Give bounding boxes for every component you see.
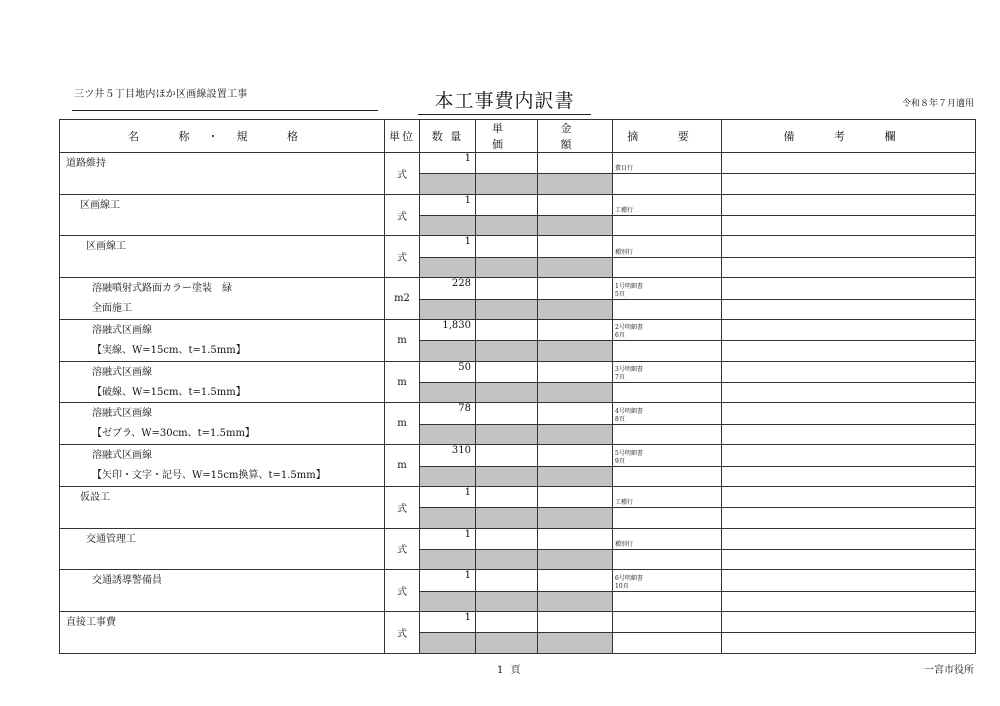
unit-price-sub-cell <box>476 174 538 194</box>
header-row <box>60 120 976 153</box>
remarks-sub-cell <box>722 591 976 611</box>
item-name-cell <box>60 361 385 403</box>
issuing-office: 一宮市役所 <box>924 665 974 676</box>
table-row <box>60 153 976 174</box>
summary-sub-cell <box>613 424 722 444</box>
unit-price-sub-cell <box>476 216 538 236</box>
summary-page: 種別行 <box>615 540 634 548</box>
col-header-qty: 数 量 <box>420 120 476 153</box>
remarks-cell <box>722 445 976 466</box>
summary-sub-cell <box>613 174 722 194</box>
unit-price-cell <box>476 486 538 507</box>
amount-cell <box>538 528 613 549</box>
item-name-cell <box>60 486 385 528</box>
item-name-cell <box>60 612 385 654</box>
item-spec: 【実線、W=15cm、t=1.5mm】 <box>92 344 246 356</box>
item-spec: 【破線、W=15cm、t=1.5mm】 <box>92 386 246 398</box>
item-name: 溶融式区画線 <box>92 408 152 420</box>
item-spec <box>80 215 384 235</box>
quantity-cell: 228 <box>420 278 476 299</box>
summary-cell <box>613 403 722 424</box>
quantity-cell: 1,830 <box>420 319 476 340</box>
summary-sub-cell <box>613 508 722 528</box>
amount-sub-cell <box>538 299 613 319</box>
table-row <box>60 236 976 257</box>
table-row <box>60 403 976 424</box>
amount-sub-cell <box>538 424 613 444</box>
remarks-cell <box>722 319 976 340</box>
project-underline <box>72 110 378 111</box>
quantity-sub-cell <box>420 216 476 236</box>
item-spec: 【ゼブラ、W=30cm、t=1.5mm】 <box>92 428 255 440</box>
quantity-cell: 310 <box>420 445 476 466</box>
quantity-cell: 78 <box>420 403 476 424</box>
unit-price-sub-cell <box>476 424 538 444</box>
amount-sub-cell <box>538 466 613 486</box>
remarks-sub-cell <box>722 424 976 444</box>
summary-page: 工種行 <box>615 207 634 215</box>
amount-sub-cell <box>538 633 613 654</box>
unit-price-sub-cell <box>476 257 538 277</box>
unit-price-cell <box>476 403 538 424</box>
item-name: 区画線工 <box>80 199 120 211</box>
unit-price-cell <box>476 153 538 174</box>
unit-cell: m <box>385 319 420 361</box>
amount-cell <box>538 236 613 257</box>
unit-price-sub-cell <box>476 591 538 611</box>
amount-sub-cell <box>538 216 613 236</box>
summary-ref: 6号明細書 <box>615 574 643 582</box>
summary-page: 8頁 <box>615 415 625 423</box>
item-spec: 全面施工 <box>92 303 132 315</box>
effective-date: 令和８年７月適用 <box>901 99 974 109</box>
summary-cell <box>613 194 722 215</box>
remarks-sub-cell <box>722 633 976 654</box>
quantity-sub-cell <box>420 174 476 194</box>
quantity-sub-cell <box>420 549 476 569</box>
item-name: 溶融式区画線 <box>92 366 152 378</box>
summary-page: 5頁 <box>615 290 625 298</box>
quantity-cell: 50 <box>420 361 476 382</box>
item-name: 交通管理工 <box>86 533 136 545</box>
unit-price-cell <box>476 236 538 257</box>
item-name-cell <box>60 319 385 361</box>
table-row <box>60 570 976 591</box>
unit-price-sub-cell <box>476 299 538 319</box>
summary-cell <box>613 528 722 549</box>
remarks-sub-cell <box>722 549 976 569</box>
unit-cell: 式 <box>385 528 420 570</box>
remarks-sub-cell <box>722 216 976 236</box>
unit-cell: 式 <box>385 236 420 278</box>
col-header-amount: 金 額 <box>538 120 613 153</box>
quantity-cell: 1 <box>420 528 476 549</box>
quantity-cell: 1 <box>420 236 476 257</box>
col-header-remarks: 備 考 欄 <box>722 120 976 153</box>
unit-cell: m <box>385 403 420 445</box>
quantity-sub-cell <box>420 424 476 444</box>
quantity-sub-cell <box>420 508 476 528</box>
unit-price-sub-cell <box>476 633 538 654</box>
amount-sub-cell <box>538 257 613 277</box>
item-name-cell <box>60 194 385 236</box>
summary-page: 種別行 <box>615 248 634 256</box>
amount-sub-cell <box>538 383 613 403</box>
quantity-cell: 1 <box>420 612 476 633</box>
col-header-summary: 摘 要 <box>613 120 722 153</box>
item-name-cell <box>60 236 385 278</box>
quantity-sub-cell <box>420 299 476 319</box>
summary-ref: 4号明細書 <box>615 407 643 415</box>
summary-cell <box>613 319 722 340</box>
item-spec <box>86 549 384 569</box>
item-name-cell <box>60 445 385 487</box>
summary-ref: 2号明細書 <box>615 324 643 332</box>
summary-sub-cell <box>613 257 722 277</box>
remarks-cell <box>722 236 976 257</box>
remarks-sub-cell <box>722 383 976 403</box>
item-spec <box>86 256 384 276</box>
remarks-cell <box>722 403 976 424</box>
item-name: 区画線工 <box>86 241 126 253</box>
amount-cell <box>538 445 613 466</box>
unit-price-cell <box>476 194 538 215</box>
quantity-sub-cell <box>420 383 476 403</box>
amount-sub-cell <box>538 341 613 361</box>
unit-price-sub-cell <box>476 383 538 403</box>
document-title: 本工事費内訳書 <box>418 86 591 115</box>
summary-page: 工種行 <box>615 499 634 507</box>
table-row <box>60 528 976 549</box>
unit-cell: 式 <box>385 486 420 528</box>
table-row <box>60 361 976 382</box>
unit-cell: m <box>385 361 420 403</box>
remarks-cell <box>722 486 976 507</box>
summary-sub-cell <box>613 383 722 403</box>
item-name: 直接工事費 <box>66 617 116 629</box>
remarks-cell <box>722 278 976 299</box>
item-spec <box>80 507 384 527</box>
amount-cell <box>538 153 613 174</box>
summary-sub-cell <box>613 299 722 319</box>
unit-price-cell <box>476 361 538 382</box>
table-row <box>60 612 976 633</box>
col-header-name: 名 称・規 格 <box>60 120 385 153</box>
item-name: 溶融噴射式路面カラー塗装 緑 <box>92 283 232 295</box>
unit-cell: 式 <box>385 570 420 612</box>
item-name: 溶融式区画線 <box>92 450 152 462</box>
amount-sub-cell <box>538 174 613 194</box>
summary-page: 10頁 <box>615 582 629 590</box>
quantity-sub-cell <box>420 466 476 486</box>
page-number: 1 頁 <box>497 665 523 676</box>
amount-sub-cell <box>538 591 613 611</box>
unit-price-cell <box>476 445 538 466</box>
unit-price-sub-cell <box>476 549 538 569</box>
item-name-cell <box>60 570 385 612</box>
project-name: 三ツ井５丁目地内ほか区画線設置工事 <box>74 89 248 100</box>
quantity-sub-cell <box>420 633 476 654</box>
item-name-cell <box>60 153 385 195</box>
unit-price-sub-cell <box>476 508 538 528</box>
amount-sub-cell <box>538 549 613 569</box>
item-spec <box>66 632 384 652</box>
unit-cell: m2 <box>385 278 420 320</box>
summary-sub-cell <box>613 633 722 654</box>
summary-ref: 3号明細書 <box>615 366 643 374</box>
item-spec: 【矢印・文字・記号、W=15cm換算、t=1.5mm】 <box>92 470 326 482</box>
item-name: 仮設工 <box>80 491 110 503</box>
unit-price-cell <box>476 528 538 549</box>
summary-page: 7頁 <box>615 374 625 382</box>
item-name-cell <box>60 528 385 570</box>
unit-price-cell <box>476 612 538 633</box>
summary-page: 費目行 <box>615 165 634 173</box>
remarks-sub-cell <box>722 466 976 486</box>
summary-cell <box>613 153 722 174</box>
table-row <box>60 278 976 299</box>
remarks-sub-cell <box>722 174 976 194</box>
summary-sub-cell <box>613 466 722 486</box>
remarks-cell <box>722 612 976 633</box>
item-name-cell <box>60 403 385 445</box>
remarks-cell <box>722 194 976 215</box>
summary-sub-cell <box>613 216 722 236</box>
table-row <box>60 486 976 507</box>
quantity-cell: 1 <box>420 486 476 507</box>
summary-cell <box>613 361 722 382</box>
item-name: 溶融式区画線 <box>92 324 152 336</box>
quantity-cell: 1 <box>420 194 476 215</box>
unit-cell: 式 <box>385 194 420 236</box>
quantity-sub-cell <box>420 257 476 277</box>
item-name: 道路維持 <box>66 158 106 169</box>
summary-page: 9頁 <box>615 457 625 465</box>
remarks-sub-cell <box>722 508 976 528</box>
summary-cell <box>613 486 722 507</box>
unit-cell: 式 <box>385 153 420 195</box>
amount-cell <box>538 194 613 215</box>
item-name-cell <box>60 278 385 320</box>
unit-cell: m <box>385 445 420 487</box>
summary-cell <box>613 570 722 591</box>
remarks-cell <box>722 361 976 382</box>
unit-price-sub-cell <box>476 466 538 486</box>
col-header-price: 単 価 <box>476 120 538 153</box>
summary-cell <box>613 612 722 633</box>
table-row <box>60 319 976 340</box>
amount-cell <box>538 570 613 591</box>
summary-sub-cell <box>613 591 722 611</box>
quantity-sub-cell <box>420 591 476 611</box>
summary-sub-cell <box>613 549 722 569</box>
amount-sub-cell <box>538 508 613 528</box>
cost-breakdown-table <box>59 119 976 654</box>
remarks-sub-cell <box>722 257 976 277</box>
unit-price-sub-cell <box>476 341 538 361</box>
summary-page: 6頁 <box>615 332 625 340</box>
amount-cell <box>538 361 613 382</box>
amount-cell <box>538 486 613 507</box>
amount-cell <box>538 319 613 340</box>
amount-cell <box>538 612 613 633</box>
quantity-cell: 1 <box>420 570 476 591</box>
remarks-cell <box>722 528 976 549</box>
quantity-sub-cell <box>420 341 476 361</box>
amount-cell <box>538 278 613 299</box>
unit-price-cell <box>476 319 538 340</box>
summary-ref: 1号明細書 <box>615 282 643 290</box>
table-row <box>60 194 976 215</box>
item-spec <box>66 173 384 193</box>
item-name: 交通誘導警備員 <box>92 575 162 587</box>
remarks-sub-cell <box>722 299 976 319</box>
quantity-cell: 1 <box>420 153 476 174</box>
unit-price-cell <box>476 570 538 591</box>
remarks-sub-cell <box>722 341 976 361</box>
summary-ref: 5号明細書 <box>615 449 643 457</box>
col-header-unit: 単位 <box>385 120 420 153</box>
unit-price-cell <box>476 278 538 299</box>
item-spec <box>92 590 384 610</box>
unit-cell: 式 <box>385 612 420 654</box>
remarks-cell <box>722 153 976 174</box>
summary-cell <box>613 236 722 257</box>
remarks-cell <box>722 570 976 591</box>
amount-cell <box>538 403 613 424</box>
summary-sub-cell <box>613 341 722 361</box>
table-row <box>60 445 976 466</box>
summary-cell <box>613 278 722 299</box>
summary-cell <box>613 445 722 466</box>
